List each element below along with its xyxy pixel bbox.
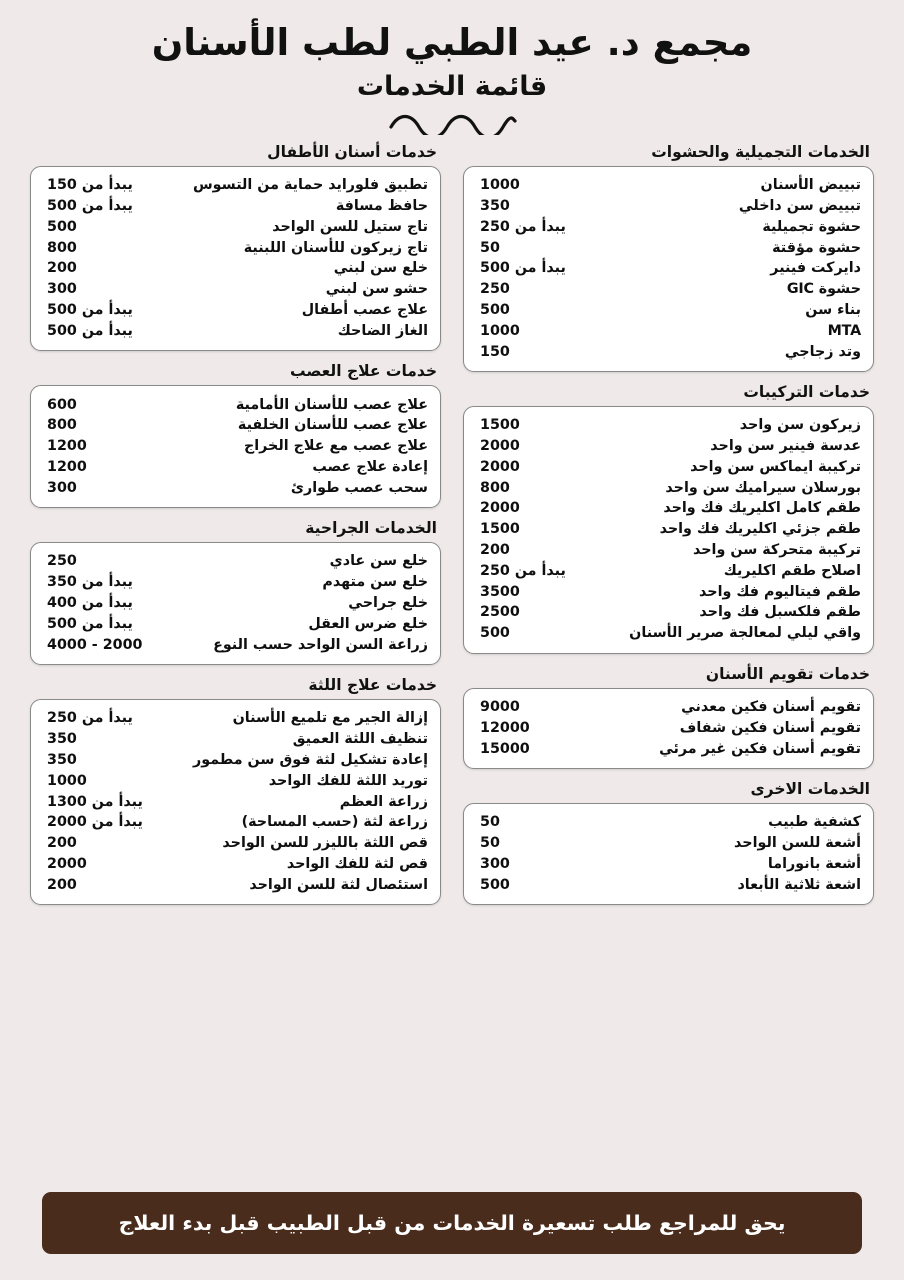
price-card bbox=[30, 385, 441, 508]
menu-subtitle: قائمة الخدمات bbox=[356, 70, 548, 102]
table-row bbox=[43, 791, 428, 812]
service-price: 600 bbox=[47, 396, 77, 413]
table-row bbox=[43, 770, 428, 791]
price-card bbox=[463, 166, 874, 372]
service-price: 1500 bbox=[480, 417, 520, 434]
service-price: 1200 bbox=[47, 458, 87, 475]
service-price: 1200 bbox=[47, 438, 87, 455]
table-row bbox=[43, 593, 428, 614]
service-price: يبدأ من 500 bbox=[47, 322, 133, 339]
wave-divider-icon bbox=[30, 111, 874, 137]
table-row bbox=[43, 551, 428, 572]
service-name: زراعة لثة (حسب المساحة) bbox=[241, 814, 428, 831]
section-title: الخدمات التجميلية والحشوات bbox=[651, 142, 870, 161]
table-row bbox=[476, 498, 861, 519]
footer-notice-banner bbox=[42, 1192, 862, 1254]
service-name: إعادة علاج عصب bbox=[312, 458, 428, 475]
right-column bbox=[463, 143, 874, 916]
service-price: يبدأ من 250 bbox=[480, 218, 566, 235]
table-row bbox=[476, 320, 861, 341]
table-row bbox=[476, 833, 861, 854]
table-row bbox=[476, 258, 861, 279]
service-name: حافظ مسافة bbox=[335, 198, 428, 215]
service-name: استئصال لثة للسن الواحد bbox=[249, 876, 428, 893]
service-name: دايركت فينير bbox=[770, 260, 861, 277]
service-price: يبدأ من 500 bbox=[47, 198, 133, 215]
table-row bbox=[43, 729, 428, 750]
table-row bbox=[476, 477, 861, 498]
service-price: 1000 bbox=[47, 772, 87, 789]
service-price: 500 bbox=[480, 625, 510, 642]
service-name: اصلاح طقم اكليريك bbox=[723, 562, 861, 579]
service-name: كشفية طبيب bbox=[768, 814, 861, 831]
table-row bbox=[43, 613, 428, 634]
service-price: 3500 bbox=[480, 583, 520, 600]
table-row bbox=[43, 572, 428, 593]
service-price: 50 bbox=[480, 814, 500, 831]
service-price: 800 bbox=[480, 479, 510, 496]
table-row bbox=[476, 279, 861, 300]
service-price: 300 bbox=[47, 479, 77, 496]
service-price: 350 bbox=[480, 198, 510, 215]
service-name: عدسة فينير سن واحد bbox=[710, 438, 861, 455]
service-name: طقم فيتاليوم فك واحد bbox=[699, 583, 861, 600]
service-price: يبدأ من 400 bbox=[47, 595, 133, 612]
service-name: خلع سن لبني bbox=[333, 260, 428, 277]
table-row bbox=[476, 457, 861, 478]
table-row bbox=[476, 812, 861, 833]
section-title: الخدمات الجراحية bbox=[305, 519, 437, 538]
service-name: بورسلان سيراميك سن واحد bbox=[665, 479, 861, 496]
table-row bbox=[43, 300, 428, 321]
service-name: بناء سن bbox=[805, 302, 861, 319]
service-name: قص اللثة بالليزر للسن الواحد bbox=[222, 835, 428, 852]
footer-notice-text: يحق للمراجع طلب تسعيرة الخدمات من قبل الطبيب قبل بدء العلاج bbox=[118, 1211, 786, 1235]
price-card bbox=[463, 688, 874, 769]
table-row bbox=[476, 581, 861, 602]
service-price: 300 bbox=[480, 855, 510, 872]
service-name: تاج ستيل للسن الواحد bbox=[272, 218, 428, 235]
table-row bbox=[43, 634, 428, 655]
service-name: زراعة العظم bbox=[339, 793, 428, 810]
service-name: الغاز الضاحك bbox=[337, 322, 428, 339]
price-card bbox=[30, 166, 441, 351]
service-name: تبييض سن داخلي bbox=[738, 198, 861, 215]
table-row bbox=[476, 436, 861, 457]
service-price: يبدأ من 500 bbox=[480, 260, 566, 277]
table-row bbox=[476, 237, 861, 258]
table-row bbox=[476, 217, 861, 238]
service-name: علاج عصب أطفال bbox=[301, 302, 428, 319]
table-row bbox=[43, 708, 428, 729]
section-orthodontics bbox=[463, 665, 874, 769]
service-price: 2000 bbox=[480, 438, 520, 455]
service-price: 1000 bbox=[480, 322, 520, 339]
left-column bbox=[30, 143, 441, 916]
service-name: أشعة بانوراما bbox=[767, 855, 861, 872]
service-name: اشعة ثلاثية الأبعاد bbox=[737, 876, 861, 893]
table-row bbox=[476, 602, 861, 623]
service-name: تبييض الأسنان bbox=[760, 177, 861, 194]
table-row bbox=[476, 300, 861, 321]
table-row bbox=[43, 750, 428, 771]
sections-columns bbox=[30, 143, 874, 916]
service-name: تنظيف اللثة العميق bbox=[292, 731, 428, 748]
table-row bbox=[476, 519, 861, 540]
table-row bbox=[476, 717, 861, 738]
service-price: 2000 bbox=[480, 458, 520, 475]
section-cosmetic-and-fillings bbox=[463, 143, 874, 372]
service-name: زيركون سن واحد bbox=[739, 417, 861, 434]
service-name: تقويم أسنان فكين معدني bbox=[681, 698, 861, 715]
service-price: 800 bbox=[47, 239, 77, 256]
service-price: 2000 - 4000 bbox=[47, 636, 143, 653]
table-row bbox=[476, 738, 861, 759]
table-row bbox=[43, 853, 428, 874]
service-name: وتد زجاجي bbox=[784, 343, 861, 360]
price-card bbox=[463, 406, 874, 654]
service-price: يبدأ من 250 bbox=[47, 710, 133, 727]
section-other-services bbox=[463, 780, 874, 905]
table-row bbox=[43, 196, 428, 217]
service-name: قص لثة للفك الواحد bbox=[286, 855, 428, 872]
service-name: MTA bbox=[827, 322, 861, 339]
service-price: يبدأ من 250 bbox=[480, 562, 566, 579]
service-name: علاج عصب للأسنان الأمامية bbox=[235, 396, 428, 413]
service-name: إعادة تشكيل لثة فوق سن مطمور bbox=[193, 751, 428, 768]
table-row bbox=[476, 196, 861, 217]
service-name: توريد اللثة للفك الواحد bbox=[268, 772, 428, 789]
service-price: يبدأ من 500 bbox=[47, 302, 133, 319]
table-row bbox=[43, 394, 428, 415]
service-name: طقم كامل اكليريك فك واحد bbox=[663, 500, 861, 517]
table-row bbox=[476, 560, 861, 581]
service-price: 1000 bbox=[480, 177, 520, 194]
service-price: 300 bbox=[47, 281, 77, 298]
table-row bbox=[43, 175, 428, 196]
service-price: 250 bbox=[480, 281, 510, 298]
service-name: خلع ضرس العقل bbox=[308, 615, 428, 632]
service-price: 1500 bbox=[480, 521, 520, 538]
section-title: خدمات أسنان الأطفال bbox=[267, 142, 437, 161]
service-name: طقم فلكسبل فك واحد bbox=[699, 604, 861, 621]
section-title: الخدمات الاخرى bbox=[750, 779, 870, 798]
service-name: أشعة للسن الواحد bbox=[734, 835, 861, 852]
table-row bbox=[476, 341, 861, 362]
section-title: خدمات تقويم الأسنان bbox=[705, 664, 870, 683]
section-title: خدمات علاج العصب bbox=[289, 362, 437, 381]
service-price: يبدأ من 150 bbox=[47, 177, 133, 194]
service-price: 500 bbox=[480, 876, 510, 893]
service-price: يبدأ من 500 bbox=[47, 615, 133, 632]
section-title: خدمات التركيبات bbox=[743, 382, 870, 401]
table-row bbox=[43, 477, 428, 498]
service-price: 500 bbox=[480, 302, 510, 319]
service-price: 200 bbox=[480, 542, 510, 559]
table-row bbox=[476, 175, 861, 196]
table-row bbox=[43, 217, 428, 238]
service-price: 200 bbox=[47, 835, 77, 852]
page-title: مجمع د. عيد الطبي لطب الأسنان bbox=[151, 21, 753, 64]
service-name: حشوة مؤقتة bbox=[772, 239, 861, 256]
section-prosthetics bbox=[463, 383, 874, 654]
table-row bbox=[43, 279, 428, 300]
table-row bbox=[43, 874, 428, 895]
table-row bbox=[43, 436, 428, 457]
table-row bbox=[43, 457, 428, 478]
section-surgical bbox=[30, 519, 441, 665]
service-name: علاج عصب للأسنان الخلفية bbox=[237, 417, 428, 434]
price-card bbox=[463, 803, 874, 905]
table-row bbox=[476, 623, 861, 644]
table-row bbox=[476, 697, 861, 718]
section-title: خدمات علاج اللثة bbox=[308, 676, 437, 694]
service-name: علاج عصب مع علاج الخراج bbox=[243, 438, 428, 455]
service-name: خلع سن عادي bbox=[329, 553, 428, 570]
service-name: تقويم أسنان فكين غير مرئي bbox=[659, 740, 861, 757]
service-name: حشوة GIC bbox=[786, 281, 861, 298]
service-price: 2000 bbox=[47, 855, 87, 872]
table-row bbox=[43, 415, 428, 436]
service-price: 250 bbox=[47, 553, 77, 570]
service-price: 2500 bbox=[480, 604, 520, 621]
price-card bbox=[30, 542, 441, 665]
service-name: تركيبة ايماكس سن واحد bbox=[690, 458, 861, 475]
service-name: خلع سن متهدم bbox=[322, 574, 428, 591]
table-row bbox=[43, 237, 428, 258]
service-name: تركيبة متحركة سن واحد bbox=[693, 542, 861, 559]
service-price: يبدأ من 1300 bbox=[47, 793, 143, 810]
table-row bbox=[476, 415, 861, 436]
page-header bbox=[30, 0, 874, 137]
service-name: تاج زيركون للأسنان اللبنية bbox=[243, 239, 428, 256]
service-name: واقي ليلي لمعالجة صرير الأسنان bbox=[629, 625, 861, 642]
service-price: 500 bbox=[47, 218, 77, 235]
service-price: 350 bbox=[47, 731, 77, 748]
table-row bbox=[43, 258, 428, 279]
service-name: إزالة الجير مع تلميع الأسنان bbox=[232, 710, 428, 727]
service-price: 350 bbox=[47, 751, 77, 768]
section-endodontics bbox=[30, 362, 441, 508]
service-name: طقم جزئي اكليريك فك واحد bbox=[659, 521, 861, 538]
section-periodontics bbox=[30, 676, 441, 905]
service-name: زراعة السن الواحد حسب النوع bbox=[213, 636, 428, 653]
table-row bbox=[43, 812, 428, 833]
service-price: 15000 bbox=[480, 740, 530, 757]
table-row bbox=[43, 320, 428, 341]
table-row bbox=[43, 833, 428, 854]
service-name: تطبيق فلورايد حماية من التسوس bbox=[192, 177, 428, 194]
service-name: سحب عصب طوارئ bbox=[290, 479, 428, 496]
service-price: 12000 bbox=[480, 719, 530, 736]
service-price: 9000 bbox=[480, 698, 520, 715]
table-row bbox=[476, 540, 861, 561]
table-row bbox=[476, 874, 861, 895]
service-name: تقويم أسنان فكين شفاف bbox=[679, 719, 861, 736]
service-price: يبدأ من 2000 bbox=[47, 814, 143, 831]
service-price: يبدأ من 350 bbox=[47, 574, 133, 591]
section-pediatric-dentistry bbox=[30, 143, 441, 351]
service-price: 50 bbox=[480, 239, 500, 256]
service-price: 200 bbox=[47, 876, 77, 893]
service-price: 2000 bbox=[480, 500, 520, 517]
service-name: حشوة تجميلية bbox=[762, 218, 861, 235]
service-price: 150 bbox=[480, 343, 510, 360]
service-price: 200 bbox=[47, 260, 77, 277]
price-card bbox=[30, 699, 441, 905]
table-row bbox=[476, 853, 861, 874]
service-price: 50 bbox=[480, 835, 500, 852]
service-name: خلع جراحي bbox=[348, 595, 428, 612]
service-price: 800 bbox=[47, 417, 77, 434]
service-name: حشو سن لبني bbox=[325, 281, 428, 298]
